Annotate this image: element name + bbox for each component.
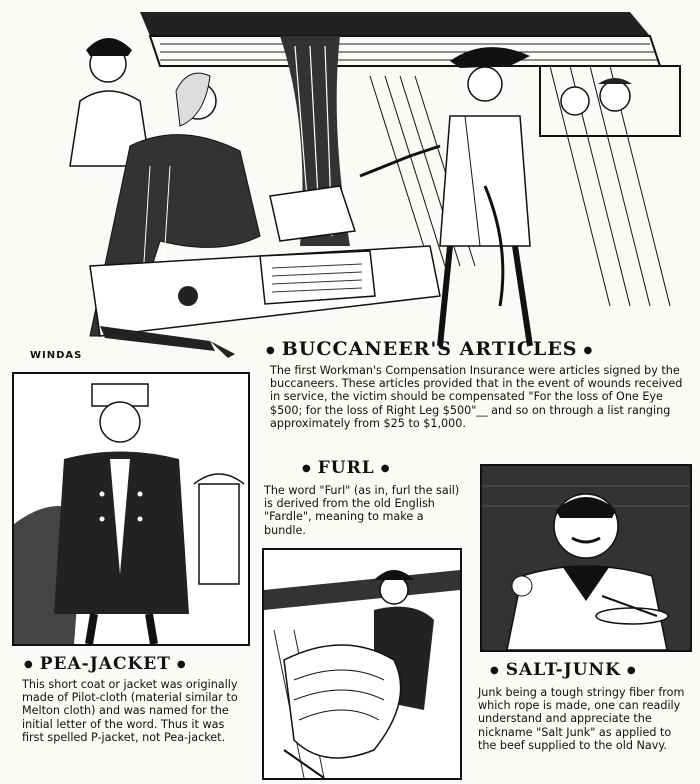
pirates-signing-articles-illustration (10, 6, 690, 358)
sailor-eating-salt-junk-illustration (480, 464, 692, 652)
bullet-icon: ● (24, 659, 34, 670)
bullet-icon: ● (583, 344, 594, 356)
furl-body: The word "Furl" (as in, furl the sail) is derived from the old English "Fardle", meaning to make a bundle. (264, 484, 460, 537)
bullet-icon: ● (266, 344, 276, 356)
pea-jacket-heading (18, 654, 193, 674)
bullet-icon: ● (380, 463, 391, 474)
bullet-icon: ● (302, 463, 312, 474)
artist-signature: WINDAS (30, 350, 83, 361)
buccaneers-body: The first Workman's Compensation Insurance were articles signed by the buccaneers. These articles provided that in the event of wounds received in service, the victim should be compensated "For the loss of One Eye $500; for the loss of Right Leg $500"__ and so on through a list ranging approximately from $25 to $1,000. (270, 364, 683, 430)
pea-jacket-heading-text: PEA-JACKET (39, 654, 171, 674)
pea-jacket-body: This short coat or jacket was originally made of Pilot-cloth (material similar to Melton cloth) and was named for the initial letter of the word. Thus it was first spelled P-jacket, not Pea-jacket. (22, 678, 238, 744)
sailor-in-pea-jacket-illustration (12, 372, 250, 646)
bullet-icon: ● (490, 665, 500, 676)
salt-junk-heading (484, 660, 643, 680)
buccaneers-heading-text: BUCCANEER'S ARTICLES (281, 338, 578, 360)
salt-junk-body: Junk being a tough stringy fiber from which rope is made, one can readily understand and appreciate the nickname "Salt Junk" as applied to the beef supplied to the old Navy. (478, 686, 685, 752)
buccaneers-heading (260, 338, 599, 360)
bullet-icon: ● (626, 665, 637, 676)
furl-heading (296, 458, 396, 478)
bullet-icon: ● (176, 659, 187, 670)
furl-heading-text: FURL (317, 458, 375, 478)
salt-junk-heading-text: SALT-JUNK (505, 660, 621, 680)
sailor-furling-sail-illustration (262, 548, 462, 780)
